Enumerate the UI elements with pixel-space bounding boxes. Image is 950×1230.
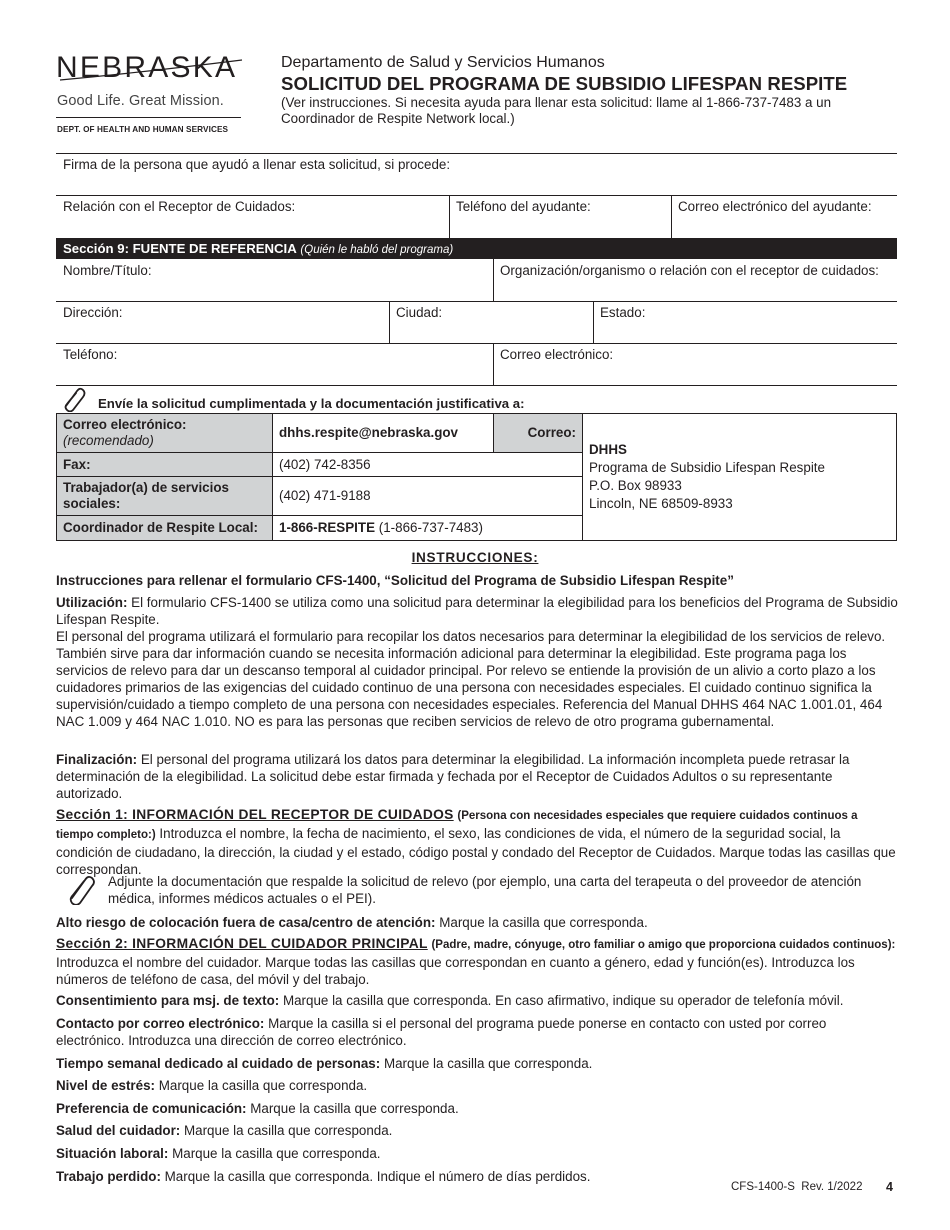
sms-text: Marque la casilla que corresponda. En caso afirmativo, indique su operador de telefonía móvil. — [282, 993, 844, 1008]
divider — [56, 195, 897, 196]
logo-wordmark: NEBRASKA — [56, 51, 236, 84]
form-title: SOLICITUD DEL PROGRAMA DE SUBSIDIO LIFESPAN RESPITE — [281, 73, 848, 94]
divider — [671, 195, 672, 238]
section-1-subtitle: (Persona con necesidades especiales que requiere cuidados continuos a tiempo completo:) — [56, 810, 858, 841]
email-label-cell — [57, 414, 273, 453]
health-text: Marque la casilla que corresponda. — [183, 1123, 393, 1138]
time-text: Marque la casilla que corresponda. — [383, 1056, 593, 1071]
section-1-attach-note: Adjunte la documentación que respalde la solicitud de relevo (por ejemplo, una carta del terapeuta o del proveedor de atención médica, informes médicos actuales o el PEI). — [108, 874, 862, 906]
worker-label: Trabajador(a) de servicios sociales: — [57, 477, 273, 516]
nebraska-logo — [56, 50, 244, 90]
work-paragraph — [56, 1145, 898, 1162]
address-line-1: DHHS — [589, 442, 627, 457]
health-paragraph — [56, 1122, 898, 1139]
email-note: (recomendado) — [63, 433, 154, 448]
divider — [56, 385, 897, 386]
mail-paragraph — [56, 1015, 898, 1049]
helper-signature-field[interactable]: Firma de la persona que ayudó a llenar esta solicitud, si procede: — [63, 157, 451, 172]
section-1-text: Introduzca el nombre, la fecha de nacimiento, el sexo, las condiciones de vida, el número de la seguridad social, la condición de ciudadano, la dirección, la ciudad y el estado, código postal y condado del Receptor de Cuidados. Marque todas las casillas que correspondan. — [56, 826, 896, 877]
helper-email-field[interactable]: Correo electrónico del ayudante: — [678, 199, 872, 214]
comm-paragraph — [56, 1100, 898, 1117]
email-label: Correo electrónico: — [63, 417, 187, 432]
paperclip-icon — [64, 873, 98, 905]
use-paragraph-2: El personal del programa utilizará el formulario para recopilar los datos necesarios para determinar la elegibilidad de los servicios de relevo. También sirve para dar información cuando se necesita información adicional para determinar la elegibilidad. Este programa paga los servicios de relevo para dar un descanso temporal al cuidador principal. Por relevo se entiende la provisión de un alivio a corto plazo a los cuidadores primarios de las exigencias del cuidado continuo de una persona con necesidades especiales. El cuidado continuo significa la supervisión/cuidado a tiempo completo de una persona con necesidades especiales. Referencia del Manual DHHS 464 NAC 1.001.01, 464 NAC 1.009 y 464 NAC 1.010. NO es para las personas que reciben servicios de relevo de otro programa gubernamental. — [56, 629, 886, 729]
referral-phone-field[interactable]: Teléfono: — [63, 347, 118, 362]
send-table — [56, 413, 897, 541]
instructions-heading: INSTRUCCIONES: — [411, 550, 539, 565]
risk-text: Marque la casilla que corresponda. — [439, 915, 648, 930]
final-label: Finalización: — [56, 752, 138, 767]
send-heading: Envíe la solicitud cumplimentada y la documentación justificativa a: — [98, 396, 525, 411]
mail-text: Marque la casilla si el personal del programa puede ponerse en contacto con usted por correo electrónico. Introduzca una dirección de correo electrónico. — [56, 1016, 827, 1048]
section-2-paragraph — [56, 935, 898, 988]
mail-label: Contacto por correo electrónico: — [56, 1016, 265, 1031]
risk-paragraph — [56, 914, 898, 931]
section-2-subtitle: (Padre, madre, cónyuge, otro familiar o amigo que proporciona cuidados continuos): — [431, 939, 896, 951]
instructions-intro: Instrucciones para rellenar el formulario CFS-1400, “Solicitud del Programa de Subsidio Lifespan Respite” — [56, 573, 734, 588]
divider — [56, 301, 897, 302]
final-text: El personal del programa utilizará los datos para determinar la elegibilidad. La información incompleta puede retrasar la determinación de la elegibilidad. La solicitud debe estar firmada y fechada por el Receptor de Cuidados Adultos o su representante autorizado. — [56, 752, 850, 801]
lost-text: Marque la casilla que corresponda. Indique el número de días perdidos. — [164, 1169, 591, 1184]
fax-label: Fax: — [57, 453, 273, 477]
divider — [449, 195, 450, 238]
address-line-4: Lincoln, NE 68509-8933 — [589, 496, 733, 511]
section-9-title: Sección 9: FUENTE DE REFERENCIA — [63, 241, 297, 256]
divider — [593, 301, 594, 343]
coordinator-value — [273, 516, 583, 541]
logo-tagline: Good Life. Great Mission. — [57, 93, 224, 109]
time-paragraph — [56, 1055, 898, 1072]
final-paragraph — [56, 751, 898, 802]
stress-text: Marque la casilla que corresponda. — [158, 1078, 368, 1093]
stress-paragraph — [56, 1077, 898, 1094]
paperclip-icon — [60, 386, 88, 412]
department-name: Departamento de Salud y Servicios Humanos — [281, 54, 605, 71]
section-9-subtitle: (Quién le habló del programa) — [300, 244, 454, 256]
sms-label: Consentimiento para msj. de texto: — [56, 993, 280, 1008]
comm-text: Marque la casilla que corresponda. — [250, 1101, 459, 1116]
section-2-text: Introduzca el nombre del cuidador. Marque todas las casillas que correspondan en cuanto a género, edad y función(es). Introduzca los números de teléfono de casa, del móvil y del trabajo. — [56, 955, 855, 987]
email-value[interactable]: dhhs.respite@nebraska.gov — [273, 414, 494, 453]
mail-label: Correo: — [494, 414, 583, 453]
use-label: Utilización: — [56, 595, 128, 610]
worker-value: (402) 471-9188 — [273, 477, 583, 516]
referral-org-field[interactable]: Organización/organismo o relación con el receptor de cuidados: — [500, 263, 879, 278]
use-text: El formulario CFS-1400 se utiliza como una solicitud para determinar la elegibilidad para los beneficios del Programa de Subsidio Lifespan Respite. — [56, 595, 898, 627]
divider — [493, 343, 494, 385]
mailing-address — [583, 414, 897, 541]
referral-state-field[interactable]: Estado: — [600, 305, 646, 320]
comm-label: Preferencia de comunicación: — [56, 1101, 247, 1116]
helper-relation-field[interactable]: Relación con el Receptor de Cuidados: — [63, 199, 296, 214]
time-label: Tiempo semanal dedicado al cuidado de personas: — [56, 1056, 381, 1071]
health-label: Salud del cuidador: — [56, 1123, 181, 1138]
coordinator-label: Coordinador de Respite Local: — [57, 516, 273, 541]
work-label: Situación laboral: — [56, 1146, 169, 1161]
coordinator-value-bold: 1-866-RESPITE — [279, 520, 376, 535]
section-1-paragraph — [56, 806, 898, 878]
fax-value: (402) 742-8356 — [273, 453, 583, 477]
divider — [389, 301, 390, 343]
address-line-3: P.O. Box 98933 — [589, 478, 682, 493]
section-1-title: Sección 1: INFORMACIÓN DEL RECEPTOR DE CUIDADOS — [56, 807, 454, 822]
referral-city-field[interactable]: Ciudad: — [396, 305, 443, 320]
page-number: 4 — [886, 1180, 893, 1194]
helper-phone-field[interactable]: Teléfono del ayudante: — [456, 199, 591, 214]
logo-divider — [56, 117, 241, 118]
coordinator-value-number: (1-866-737-7483) — [378, 520, 483, 535]
address-line-2: Programa de Subsidio Lifespan Respite — [589, 460, 825, 475]
divider — [56, 343, 897, 344]
form-help-text: (Ver instrucciones. Si necesita ayuda para llenar esta solicitud: llame al 1-866-737-7483 a un Coordinador de Respite Network local.) — [281, 95, 832, 126]
stress-label: Nivel de estrés: — [56, 1078, 155, 1093]
work-text: Marque la casilla que corresponda. — [172, 1146, 381, 1161]
referral-email-field[interactable]: Correo electrónico: — [500, 347, 614, 362]
divider — [56, 153, 897, 154]
use-paragraph — [56, 594, 898, 628]
divider — [493, 259, 494, 301]
section-9-header — [56, 238, 897, 259]
referral-name-field[interactable]: Nombre/Título: — [63, 263, 152, 278]
form-code: CFS-1400-S Rev. 1/2022 — [731, 1181, 863, 1193]
lost-label: Trabajo perdido: — [56, 1169, 161, 1184]
sms-paragraph — [56, 992, 898, 1009]
referral-address-field[interactable]: Dirección: — [63, 305, 123, 320]
logo-department: DEPT. OF HEALTH AND HUMAN SERVICES — [57, 125, 229, 134]
risk-label: Alto riesgo de colocación fuera de casa/centro de atención: — [56, 915, 436, 930]
section-2-title: Sección 2: INFORMACIÓN DEL CUIDADOR PRINCIPAL — [56, 936, 428, 951]
